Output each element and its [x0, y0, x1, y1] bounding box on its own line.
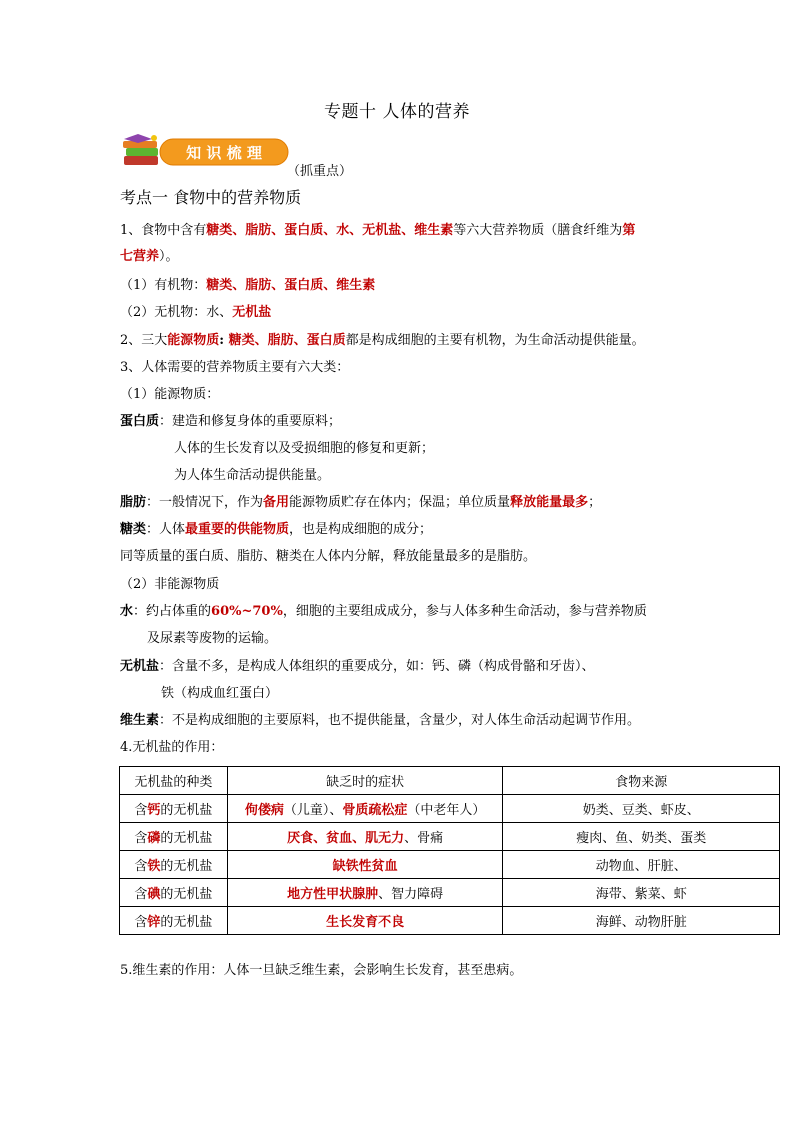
para-six-categories: 3、人体需要的营养物质主要有六大类：: [120, 360, 350, 375]
fat-line: 脂肪：一般情况下，作为备用能源物质贮存在体内；保温；单位质量释放能量最多；: [120, 495, 602, 510]
para-inorganic: （2）无机物：水、无机盐: [120, 305, 272, 320]
protein-line-3: 为人体生命活动提供能量。: [174, 468, 331, 483]
para-organic: （1）有机物：糖类、脂肪、蛋白质、维生素: [120, 278, 376, 293]
table-row: [120, 907, 780, 935]
mineral-type-cell: 含碘的无机盐: [120, 879, 228, 907]
mineral-type-cell: 含钙的无机盐: [120, 795, 228, 823]
table-header-cell: 无机盐的种类: [120, 767, 228, 795]
page-title: 专题十 人体的营养: [324, 102, 470, 122]
table-header-row: [120, 767, 780, 795]
table-header-cell: 食物来源: [503, 767, 780, 795]
section-title: 考点一 食物中的营养物质: [120, 188, 302, 207]
symptom-cell: 佝偻病（儿童）、骨质疏松症（中老年人）: [227, 795, 503, 823]
symptom-cell: 缺铁性贫血: [227, 851, 503, 879]
mineral-type-cell: 含锌的无机盐: [120, 907, 228, 935]
food-source-cell: 瘦肉、鱼、奶类、蛋类: [503, 823, 780, 851]
symptom-cell: 地方性甲状腺肿、智力障碍: [227, 879, 503, 907]
knowledge-banner: [120, 132, 290, 170]
mineral-line-2: 铁（构成血红蛋白）: [161, 686, 279, 701]
vitamin-line: 维生素：不是构成细胞的主要原料，也不提供能量，含量少，对人体生命活动起调节作用。: [120, 713, 641, 728]
table-row: [120, 879, 780, 907]
para-1-line-2: 七营养）。: [120, 249, 179, 264]
table-heading: 4.无机盐的作用：: [120, 740, 224, 755]
para-energy-sources: 2、三大能源物质: 糖类、脂肪、蛋白质都是构成细胞的主要有机物，为生命活动提供能量。: [120, 333, 645, 348]
para-energy-heading: （1）能源物质：: [120, 387, 220, 402]
banner-subtitle: （抓重点）: [287, 164, 353, 179]
table-row: [120, 823, 780, 851]
symptom-cell: 生长发育不良: [227, 907, 503, 935]
table-header-cell: 缺乏时的症状: [227, 767, 503, 795]
water-line-2: 及尿素等废物的运输。: [147, 631, 278, 646]
para-non-energy-heading: （2）非能源物质: [120, 577, 220, 592]
food-source-cell: 动物血、肝脏、: [503, 851, 780, 879]
table-row: [120, 851, 780, 879]
table-row: [120, 795, 780, 823]
mineral-type-cell: 含铁的无机盐: [120, 851, 228, 879]
water-line-1: 水：约占体重的60%~70%，细胞的主要组成成分，参与人体多种生命活动，参与营养物质: [120, 604, 647, 619]
books-icon: [123, 134, 158, 165]
food-source-cell: 海带、紫菜、虾: [503, 879, 780, 907]
para-1-line-1: 1、食物中含有糖类、脂肪、蛋白质、水、无机盐、维生素等六大营养物质（膳食纤维为第: [120, 223, 636, 238]
protein-line-1: 蛋白质：建造和修复身体的重要原料；: [120, 414, 342, 429]
food-source-cell: 奶类、豆类、虾皮、: [503, 795, 780, 823]
para-vitamin-role: 5.维生素的作用：人体一旦缺乏维生素，会影响生长发育，甚至患病。: [120, 963, 523, 978]
protein-line-2: 人体的生长发育以及受损细胞的修复和更新；: [174, 441, 435, 456]
banner-label: 知 识 梳 理: [186, 144, 262, 162]
minerals-table: [119, 766, 780, 935]
para-same-mass: 同等质量的蛋白质、脂肪、糖类在人体内分解，释放能量最多的是脂肪。: [120, 549, 537, 564]
mineral-type-cell: 含磷的无机盐: [120, 823, 228, 851]
mineral-line-1: 无机盐：含量不多，是构成人体组织的重要成分，如：钙、磷（构成骨骼和牙齿）、: [120, 659, 595, 674]
symptom-cell: 厌食、贫血、肌无力、骨痛: [227, 823, 503, 851]
food-source-cell: 海鲜、动物肝脏: [503, 907, 780, 935]
sugar-line: 糖类：人体最重要的供能物质，也是构成细胞的成分；: [120, 522, 433, 537]
